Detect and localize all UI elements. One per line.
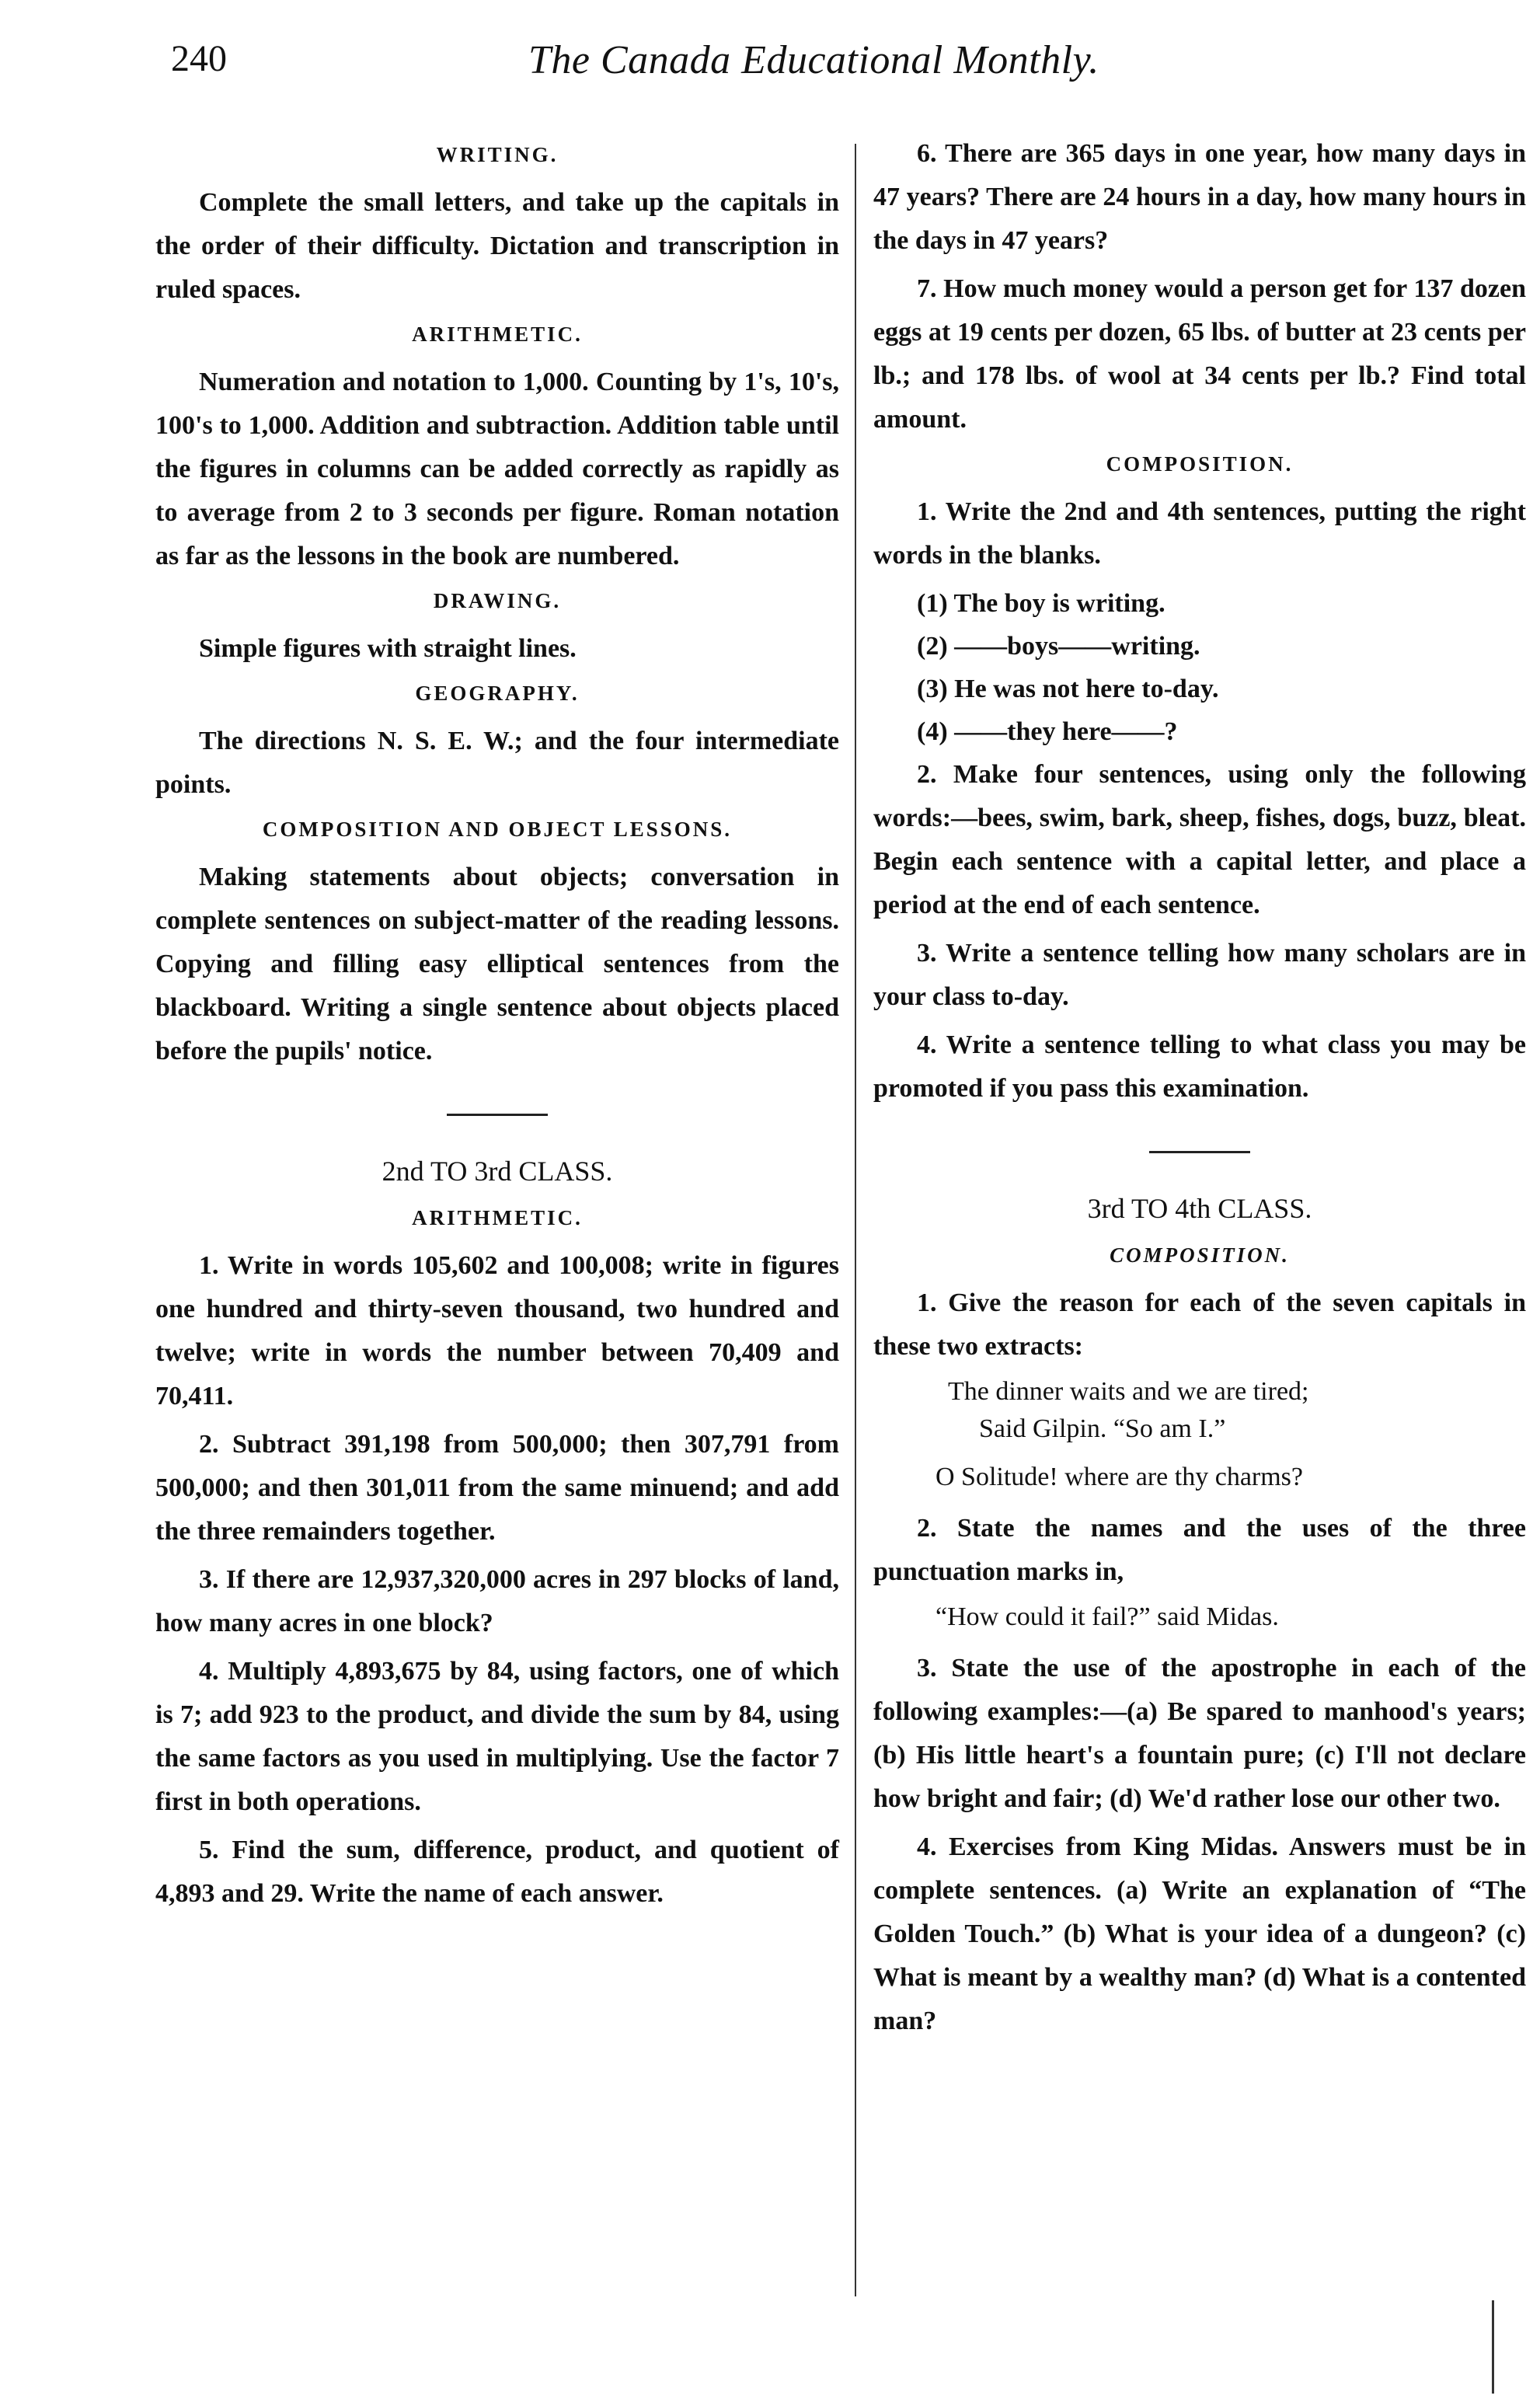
class-heading-2nd-3rd: 2nd TO 3rd CLASS.: [382, 1156, 613, 1187]
composition-q3: 3. Write a sentence telling how many scholars are in your class to-day.: [873, 939, 1526, 1011]
section-rule: [447, 1114, 548, 1116]
composition-heading-2: COMPOSITION.: [1110, 1243, 1290, 1267]
edge-mark: [1492, 2300, 1494, 2394]
section-rule: [1149, 1151, 1250, 1153]
midas-quote: “How could it fail?” said Midas.: [935, 1602, 1279, 1631]
geography-paragraph: The directions N. S. E. W.; and the four intermediate points.: [155, 727, 839, 799]
composition2-q2: 2. State the names and the uses of the three punctuation marks in,: [873, 1514, 1526, 1586]
geography-heading: GEOGRAPHY.: [415, 682, 580, 705]
composition-q1-item: (4) ——they here——?: [917, 717, 1178, 746]
question-7: 7. How much money would a person get for 137 dozen eggs at 19 cents per dozen, 65 lbs. of butter at 23 cents per lb.; and 178 lbs. of wool at 34 cents per lb.? Find total amount.: [873, 274, 1526, 434]
question-6: 6. There are 365 days in one year, how many days in 47 years? There are 24 hours in a day, how many hours in the days in 47 years?: [873, 139, 1526, 255]
composition-q4: 4. Write a sentence telling to what class you may be promoted if you pass this examination.: [873, 1030, 1526, 1103]
column-divider: [855, 144, 856, 2296]
page-header: [171, 37, 1383, 87]
question-4: 4. Multiply 4,893,675 by 84, using factors, one of which is 7; add 923 to the product, and divide the sum by 84, using the same factors as you used in multiplying. Use the factor 7 first in both operations.: [155, 1657, 839, 1816]
arithmetic-heading: ARITHMETIC.: [412, 323, 583, 346]
writing-heading: WRITING.: [436, 143, 559, 166]
composition-q1-item: (1) The boy is writing.: [917, 589, 1165, 618]
solitude-quote: O Solitude! where are thy charms?: [935, 1463, 1303, 1491]
arithmetic-paragraph: Numeration and notation to 1,000. Counting by 1's, 10's, 100's to 1,000. Addition and subtraction. Addition table until the figures in columns can be added correctly as rapidly as to average from 2 to 3 seconds per figure. Roman notation as far as the lessons in the book are numbered.: [155, 368, 839, 570]
quote-line: Said Gilpin. “So am I.”: [979, 1414, 1226, 1443]
composition2-q1: 1. Give the reason for each of the seven capitals in these two extracts:: [873, 1288, 1526, 1361]
question-2: 2. Subtract 391,198 from 500,000; then 307,791 from 500,000; and then 301,011 from the same minuend; and add the three remainders together.: [155, 1430, 839, 1546]
composition-object-lessons-paragraph: Making statements about objects; conversation in complete sentences on subject-matter of the reading lessons. Copying and filling easy elliptical sentences from the blackboard. Writing a single sentence about objects placed before the pupils' notice.: [155, 863, 839, 1065]
left-column: [155, 132, 839, 1920]
class-heading-3rd-4th: 3rd TO 4th CLASS.: [1087, 1193, 1312, 1224]
composition-q2: 2. Make four sentences, using only the following words:—bees, swim, bark, sheep, fishes, dogs, buzz, bleat. Begin each sentence with a capital letter, and place a period at the end of each sentence.: [873, 760, 1526, 919]
question-3: 3. If there are 12,937,320,000 acres in 297 blocks of land, how many acres in one block?: [155, 1565, 839, 1637]
composition-heading: COMPOSITION.: [1106, 452, 1294, 476]
gilpin-quote: [948, 1373, 1526, 1448]
composition-q1-item: (3) He was not here to-day.: [917, 675, 1219, 703]
question-1: 1. Write in words 105,602 and 100,008; write in figures one hundred and thirty-seven thousand, two hundred and twelve; write in words the number between 70,409 and 70,411.: [155, 1251, 839, 1410]
composition-object-lessons-heading: COMPOSITION AND OBJECT LESSONS.: [262, 818, 733, 841]
composition-q1: 1. Write the 2nd and 4th sentences, putting the right words in the blanks.: [873, 497, 1526, 570]
arithmetic-heading-2: ARITHMETIC.: [412, 1206, 583, 1229]
composition2-q3: 3. State the use of the apostrophe in each of the following examples:—(a) Be spared to manhood's years; (b) His little heart's a fountain pure; (c) I'll not declare how bright and fair; (d) We'd rather lose our other two.: [873, 1654, 1526, 1813]
drawing-heading: DRAWING.: [433, 589, 562, 612]
composition2-q4: 4. Exercises from King Midas. Answers must be in complete sentences. (a) Write an explanation of “The Golden Touch.” (b) What is your idea of a dungeon? (c) What is meant by a wealthy man? (d) What is a contented man?: [873, 1832, 1526, 2035]
right-column: [873, 132, 1526, 2048]
composition-q1-item: (2) ——boys——writing.: [917, 632, 1200, 661]
drawing-paragraph: Simple figures with straight lines.: [199, 634, 577, 663]
page-number: 240: [171, 38, 227, 79]
writing-paragraph: Complete the small letters, and take up the capitals in the order of their difficulty. Dictation and transcription in ruled spaces.: [155, 188, 839, 304]
running-title: The Canada Educational Monthly.: [528, 38, 1099, 82]
question-5: 5. Find the sum, difference, product, and quotient of 4,893 and 29. Write the name of each answer.: [155, 1836, 839, 1908]
quote-line: The dinner waits and we are tired;: [948, 1377, 1309, 1406]
